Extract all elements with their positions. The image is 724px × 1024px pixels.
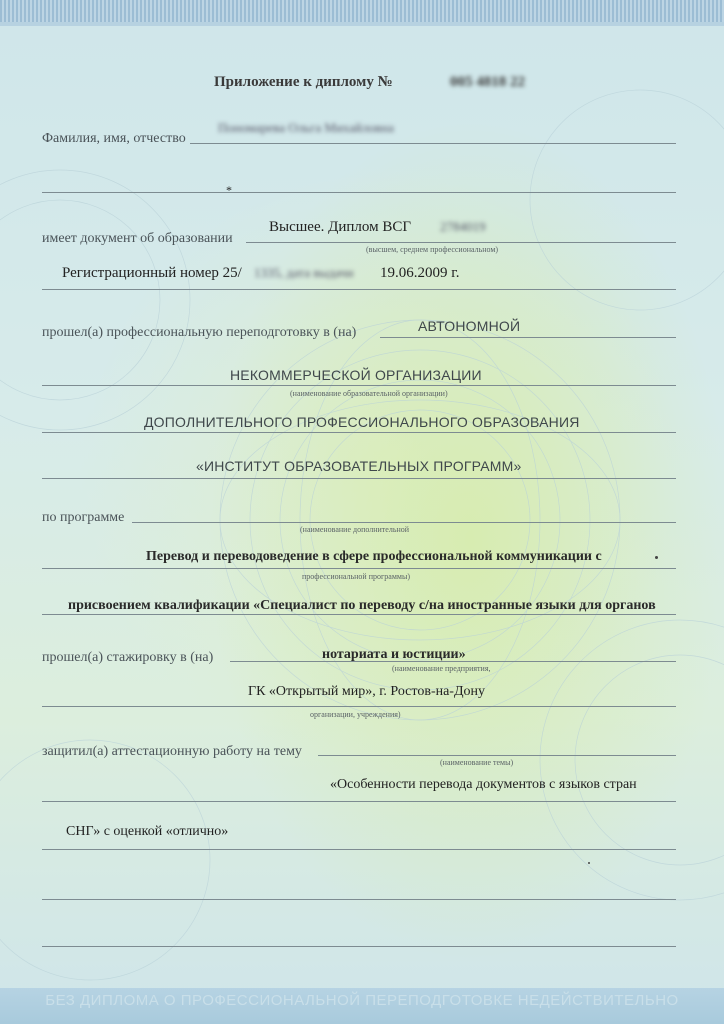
org-line-4: «ИНСТИТУТ ОБРАЗОВАТЕЛЬНЫХ ПРОГРАММ» <box>196 458 522 474</box>
org-line-2: НЕКОММЕРЧЕСКОЙ ОРГАНИЗАЦИИ <box>230 367 482 383</box>
ink-dot-2 <box>588 862 590 864</box>
education-doc-value: Высшее. Диплом ВСГ <box>269 219 412 235</box>
program-underline-3 <box>42 614 676 615</box>
thesis-underline-2 <box>42 801 676 802</box>
internship-label: прошел(а) стажировку в (на) <box>42 650 214 665</box>
program-underline-2 <box>42 568 676 569</box>
blank-underline-2 <box>42 899 676 900</box>
thesis-label: защитил(а) аттестационную работу на тему <box>42 744 302 759</box>
thesis-underline <box>318 755 676 756</box>
internship-value: ГК «Открытый мир», г. Ростов-на-Дону <box>248 684 486 699</box>
program-line-3: нотариата и юстиции» <box>322 647 466 662</box>
education-doc-number-redacted: 2784019 <box>440 219 486 234</box>
program-line-2: присвоением квалификации «Специалист по переводу с/на иностранные языки для органов <box>68 598 656 613</box>
education-doc-underline <box>246 242 676 243</box>
fio-underline <box>190 143 676 144</box>
internship-hint-2: организации, учреждения) <box>310 710 401 719</box>
program-hint-2: профессиональной программы) <box>302 572 410 581</box>
fio-label: Фамилия, имя, отчество <box>42 131 186 146</box>
asterisk-mark: * <box>226 183 232 197</box>
issue-date: 19.06.2009 г. <box>380 265 460 281</box>
org-line-3: ДОПОЛНИТЕЛЬНОГО ПРОФЕССИОНАЛЬНОГО ОБРАЗОВАНИЯ <box>144 414 580 430</box>
program-hint-1: (наименование дополнительной <box>300 525 410 534</box>
diploma-number-redacted: 005 4818 22 <box>450 74 525 90</box>
org-underline-2 <box>42 385 676 386</box>
internship-underline-2 <box>42 706 676 707</box>
footer-watermark: БЕЗ ДИПЛОМА О ПРОФЕССИОНАЛЬНОЙ ПЕРЕПОДГОТОВКЕ НЕДЕЙСТВИТЕЛЬНО <box>45 992 679 1009</box>
org-underline-4 <box>42 478 676 479</box>
retraining-label: прошел(а) профессиональную переподготовку в (на) <box>42 325 357 340</box>
education-doc-hint: (высшем, среднем профессиональном) <box>366 245 499 254</box>
fio-value-redacted: Пономарева Ольга Михайловна <box>218 120 394 135</box>
thesis-underline-3 <box>42 849 676 850</box>
program-label: по программе <box>42 510 125 525</box>
org-line-1: АВТОНОМНОЙ <box>418 318 521 334</box>
retraining-underline <box>380 337 676 338</box>
org-underline-3 <box>42 432 676 433</box>
education-doc-label: имеет документ об образовании <box>42 231 233 246</box>
org-hint: (наименование образовательной организации) <box>290 389 448 398</box>
internship-hint-1: (наименование предприятия, <box>392 664 491 673</box>
blank-underline <box>42 192 676 193</box>
thesis-hint: (наименование темы) <box>440 758 514 767</box>
thesis-line-2: СНГ» с оценкой «отлично» <box>66 824 229 839</box>
ink-dot <box>655 556 658 559</box>
registration-number-prefix: Регистрационный номер 25/ <box>62 265 242 281</box>
registration-underline <box>42 289 676 290</box>
program-underline <box>132 522 676 523</box>
registration-number-redacted: 1335, дата выдачи <box>254 265 354 280</box>
blank-underline-3 <box>42 946 676 947</box>
page-title: Приложение к диплому № <box>214 74 393 90</box>
program-line-1: Перевод и переводоведение в сфере профессиональной коммуникации с <box>146 549 602 564</box>
thesis-line-1: «Особенности перевода документов с языков стран <box>330 777 637 792</box>
